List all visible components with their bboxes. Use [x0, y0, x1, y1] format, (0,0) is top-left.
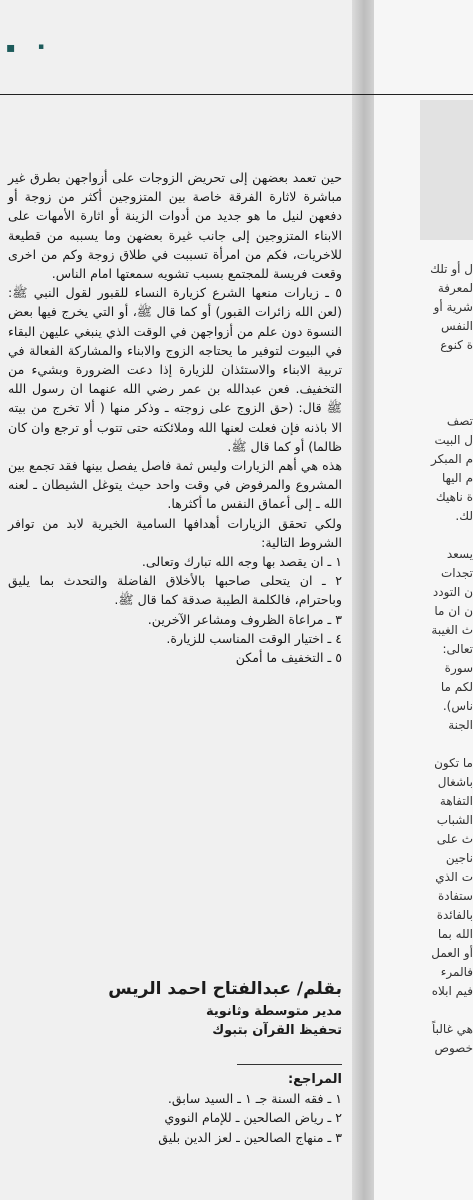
text-fragment — [405, 374, 473, 393]
divider — [237, 1064, 342, 1065]
text-fragment: تصف — [446, 414, 473, 428]
text-fragment: شرية أو — [433, 300, 473, 314]
list-item: ٤ ـ اختيار الوقت المناسب للزيارة. — [166, 630, 342, 646]
paragraph: ولكي تحقق الزيارات أهدافها السامية الخيرية لابد من توافر الشروط التالية: — [8, 515, 342, 550]
text-fragment: فيم ابلاه — [431, 984, 473, 998]
text-fragment: م اليها — [441, 471, 473, 485]
references — [8, 1070, 342, 1147]
text-fragment: النفس — [441, 319, 473, 333]
references-list — [8, 1089, 342, 1147]
list-item: ١ ـ ان يقصد بها وجه الله تبارك وتعالى. — [141, 554, 342, 570]
text-fragment: بالفائدة — [436, 908, 473, 922]
list-item: ٣ ـ منهاج الصالحين ـ لعز الدين بليق — [158, 1129, 342, 1145]
faded-box — [420, 100, 473, 240]
text-fragment: أو العمل — [431, 946, 473, 960]
text-fragment: م المبكر — [430, 452, 473, 466]
conditions-list — [8, 552, 342, 667]
text-fragment: ناس). — [442, 699, 473, 713]
list-item: ٣ ـ مراعاة الظروف ومشاعر الآخرين. — [147, 611, 342, 627]
text-fragment: ت الذي — [435, 870, 473, 884]
text-fragment: لمعرفة — [437, 281, 473, 295]
text-fragment: لك. — [455, 509, 473, 523]
text-fragment: ة ناهيك — [435, 490, 473, 504]
text-fragment: ث الغيبة — [431, 623, 473, 637]
text-fragment: ل البيت — [434, 433, 473, 447]
text-fragment: خصوص — [434, 1041, 473, 1055]
header-rule — [0, 94, 473, 95]
text-fragment — [405, 735, 473, 754]
text-fragment: لكم ما — [440, 680, 473, 694]
author-role: مدير متوسطة وثانوية — [205, 1004, 342, 1019]
article-body — [8, 168, 342, 667]
references-title: المراجع: — [287, 1072, 342, 1087]
text-fragment: ة كنوع — [440, 338, 473, 352]
text-fragment — [405, 393, 473, 412]
text-fragment: التفاهة — [439, 794, 473, 808]
text-fragment: تعالى: — [442, 642, 473, 656]
text-fragment: ث على — [436, 832, 473, 846]
text-fragment: ل أو تلك — [430, 262, 473, 276]
author-block — [8, 976, 342, 1040]
paragraph: حين تعمد بعضهن إلى تحريض الزوجات على أزواجهن بطرق غير مباشرة لاثارة الفرقة خاصة بين المتزوجين أكثر من زوجة أو دفعهن لنيل ما هو جديد من أدوات الزينة أو اثارة الأمهات على الابناء المتزوجين إلى جانب غيرة بعضهن وما يسببه من قطيعة للاخريات، فكم من امرأة تسببت في طلاق زوجة وكم من اخرى وقعت فريسة للمجتمع بسبب تشويه سمعتها امام الناس. — [8, 170, 342, 282]
text-fragment: الشباب — [436, 813, 473, 827]
text-fragment: ناجين — [445, 851, 473, 865]
paragraph: ٥ ـ زيارات منعها الشرع كزيارة النساء للقبور لقول النبي ﷺ: (لعن الله زائرات القبور) أو كما قال ﷺ، أو التي يخرج فيها بعض النسوة دون علم من أزواجهن في الوقت الذي ينبغي عليهن البقاء في البيوت لتوفير ما يحتاجه الزوج والابناء والمشاركة الفعالة في تربية الابناء والاستئذان للزيارة إذا دعت الضرورة وبشيء من التخفيف. فعن عبدالله بن عمر رضي الله عنهما ان رسول الله ﷺ قال: (حق الزوج على زوجته ـ وذكر منها ( ألا تخرج من بيته الا باذنه فإن فعلت لعنها الله وملائكته حتى تتوب أو ترجع وان كان ظالما) أو كما قال ﷺ. — [8, 285, 342, 454]
list-item: ٥ ـ التخفيف ما أمكن — [235, 650, 342, 666]
text-fragment — [405, 1001, 473, 1020]
text-fragment: ما تكون — [434, 756, 473, 770]
ink-speck: ▪ — [38, 42, 45, 52]
author-name: بقلم/ عبدالفتاح احمد الريس — [108, 979, 342, 999]
text-fragment — [405, 526, 473, 545]
list-item: ٢ ـ رياض الصالحين ـ للإمام النووي — [164, 1110, 342, 1126]
text-fragment: ن التودد — [432, 585, 473, 599]
author-role: تحفيظ القرآن بتبوك — [212, 1023, 342, 1038]
text-fragment — [405, 355, 473, 374]
text-fragment: ن ان ما — [434, 604, 473, 618]
list-item: ٢ ـ ان يتحلى صاحبها بالأخلاق الفاضلة والتحدث بما يليق وباحترام، فالكلمة الطيبة صدقة كما قال ﷺ. — [8, 573, 342, 608]
ink-speck: ▪ — [6, 40, 16, 56]
text-fragment: هي غالباً — [431, 1022, 473, 1036]
text-fragment: سورة — [444, 661, 473, 675]
text-fragment: ستفادة — [437, 889, 473, 903]
text-fragment: تجدات — [440, 566, 473, 580]
text-fragment: الله بما — [437, 927, 473, 941]
right-page-column — [405, 260, 473, 1058]
paragraph: هذه هي أهم الزيارات وليس ثمة فاصل يفصل بينها فقد تجمع بين المشروع والمرفوض في وقت واحد حيث يتوغل الشيطان ـ لعنه الله ـ إلى أعماق النفس ما أكثرها. — [8, 458, 342, 512]
text-fragment: الجنة — [448, 718, 473, 732]
text-fragment: باشغال — [437, 775, 473, 789]
list-item: ١ ـ فقه السنة جـ ١ ـ السيد سابق. — [167, 1091, 342, 1107]
text-fragment: فالمرء — [440, 965, 473, 979]
text-fragment: يسعد — [446, 547, 473, 561]
page-gutter — [352, 0, 374, 1200]
